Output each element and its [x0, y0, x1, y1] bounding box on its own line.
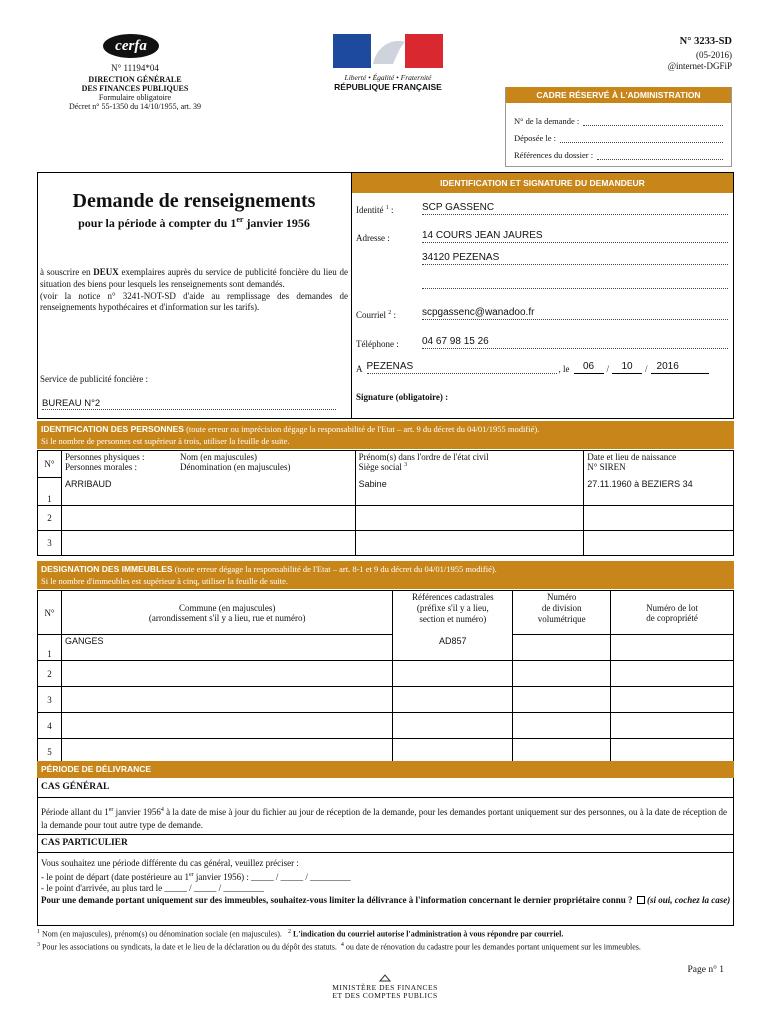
personnes-col-date1: Date et lieu de naissance: [587, 452, 677, 462]
cas-particulier-rule-top: [37, 834, 734, 835]
immeubles-row-div[interactable]: [513, 635, 611, 661]
courriel-label-text: Courriel: [356, 310, 386, 320]
immeubles-title-line: [41, 563, 730, 575]
intro-text: [40, 267, 348, 314]
main-top-divider: [351, 172, 352, 419]
intro-notice: (voir la notice n° 3241-NOT-SD d'aide au remplissage des demandes de renseignements hypothécaires et d'information sur les tarifs).: [40, 290, 348, 313]
immeubles-row-commune[interactable]: [61, 661, 392, 687]
admin-field-references-label: Références du dossier :: [514, 150, 594, 160]
immeubles-row-lot[interactable]: [611, 713, 734, 739]
title-block: [38, 190, 350, 231]
courriel-row: [356, 307, 728, 320]
service-field[interactable]: [42, 398, 336, 410]
footnote1: Nom (en majuscules), prénom(s) ou dénomination sociale (en majuscules).: [40, 929, 282, 939]
table-row: [38, 478, 734, 506]
personnes-title-note: (toute erreur ou imprécision dégage la responsabilité de l'Etat – art. 9 du décret du 04/01/1955 modifié).: [183, 424, 540, 434]
intro-prefix: à souscrire en: [40, 267, 94, 277]
form-number: N° 3233-SD: [679, 36, 732, 47]
admin-field-depose: [514, 126, 723, 143]
personnes-col-pm: Personnes morales :: [64, 462, 137, 472]
cp-line2-b: janvier 1956) : _____ / _____ / _________: [193, 871, 351, 882]
identite-label-text: Identité: [356, 205, 384, 215]
immeubles-subtitle: Si le nombre d'immeubles est supérieur à cinq, utiliser la feuille de suite.: [41, 576, 289, 586]
form-id-block: [668, 36, 732, 71]
date-year: 2016: [656, 361, 679, 372]
cp-line1: Vous souhaitez une période différente du cas général, veuillez préciser :: [41, 858, 299, 868]
service-value: BUREAU N°2: [42, 398, 101, 409]
immeubles-col-div3: volumétrique: [537, 614, 586, 624]
footnote-row1: [37, 927, 734, 940]
cas-general-text-b: janvier 1956: [113, 807, 161, 817]
lieu-date-row: [356, 361, 728, 374]
ministere-line1: MINISTÈRE DES FINANCES: [332, 983, 438, 992]
immeubles-col-commune2: (arrondissement s'il y a lieu, rue et numéro): [148, 612, 306, 623]
telephone-field[interactable]: [422, 336, 728, 349]
footnote4: ou date de rénovation du cadastre pour les demandes portant uniquement sur les immeubles.: [343, 942, 641, 952]
cp-line2[interactable]: [41, 870, 731, 884]
cas-particulier-rule: [37, 852, 734, 853]
telephone-label: Téléphone :: [356, 339, 399, 349]
personnes-col-nom2: Dénomination (en majuscules): [179, 462, 291, 472]
immeubles-row-commune[interactable]: GANGES: [61, 635, 392, 661]
page-number: Page n° 1: [687, 965, 724, 975]
personnes-row-nom[interactable]: [61, 531, 355, 556]
immeubles-table-header: [38, 591, 734, 635]
immeubles-row-ref[interactable]: [393, 687, 513, 713]
intro-bold: DEUX: [93, 267, 119, 277]
personnes-col-no: N°: [38, 451, 62, 478]
personnes-row-prenom[interactable]: Sabine: [355, 478, 584, 506]
immeubles-row-ref[interactable]: AD857: [393, 635, 513, 661]
personnes-col-prenom2-sup: 3: [404, 462, 408, 468]
footnote2: L'indication du courriel autorise l'administration à vous répondre par courriel.: [290, 929, 564, 939]
admin-field-depose-label: Déposée le :: [514, 133, 557, 143]
signature-label-text: Signature (obligatoire) :: [356, 392, 449, 402]
identite-label: Identité $^1$ :: [356, 205, 394, 215]
cp-line4-italic: (si oui, cochez la case): [644, 894, 731, 905]
cp-line4-text: Pour une demande portant uniquement sur des immeubles, souhaitez-vous limiter la délivrance à l'information concernant le dernier propriétaire connu ?: [41, 894, 633, 905]
immeubles-row-commune[interactable]: [61, 687, 392, 713]
immeubles-title: DESIGNATION DES IMMEUBLES: [41, 564, 173, 574]
identite-value: SCP GASSENC: [422, 202, 495, 213]
header-left-block: [40, 63, 230, 111]
table-row: [38, 687, 734, 713]
cp-line3[interactable]: - le point d'arrivée, au plus tard le _____ / _____ / _________: [41, 883, 264, 893]
personnes-title-line: [41, 423, 730, 435]
table-row: [38, 635, 734, 661]
formulaire-obligatoire: Formulaire obligatoire: [98, 93, 172, 102]
personnes-col-prenom1: Prénom(s) dans l'ordre de l'état civil: [358, 452, 489, 462]
adresse-field-line2[interactable]: [422, 252, 728, 265]
page-subtitle-prefix: pour la période à compter du 1: [78, 216, 237, 230]
telephone-value: 04 67 98 15 26: [422, 336, 489, 347]
footnote1-sup: 1: [37, 929, 40, 935]
personnes-row-no: 1: [38, 478, 62, 506]
page-subtitle: [38, 215, 350, 231]
lieu-value: PEZENAS: [366, 361, 414, 372]
personnes-col-nom: [61, 451, 355, 478]
admin-field-references-input[interactable]: [597, 150, 723, 160]
immeubles-col-no: N°: [38, 591, 62, 635]
footnote3: Pour les associations ou syndicats, la date et le lieu de la déclaration ou du dépôt des statuts.: [40, 942, 337, 952]
immeubles-row-commune[interactable]: [61, 713, 392, 739]
personnes-row-date[interactable]: [584, 506, 734, 531]
identite-row: [356, 202, 728, 215]
adresse-field-line1[interactable]: [422, 230, 728, 243]
immeubles-row-no: 5: [38, 739, 62, 765]
personnes-table-header: [38, 451, 734, 478]
immeubles-title-note: (toute erreur dégage la responsabilité de l'Etat – art. 8-1 et 9 du décret du 04/01/1955 modifié).: [172, 564, 497, 574]
courriel-value: scpgassenc@wanadoo.fr: [422, 307, 535, 318]
personnes-col-prenom: [355, 451, 584, 478]
personnes-title: IDENTIFICATION DES PERSONNES: [41, 424, 184, 434]
telephone-row: [356, 336, 728, 349]
lieu-prefix: A: [356, 364, 363, 374]
form-source: @internet-DGFiP: [667, 61, 732, 71]
cas-general-text-c: à la date de mise à jour du fichier au jour de réception de la demande, pour les demandes portant uniquement sur des personnes, ou à la date de réception de la demande pour tout autre type de demande.: [41, 807, 727, 830]
table-row: [38, 506, 734, 531]
marianne-flag-icon: [333, 34, 443, 70]
personnes-row-no: 2: [38, 506, 62, 531]
adresse-line1: 14 COURS JEAN JAURES: [422, 230, 543, 241]
immeubles-col-div2: de division: [541, 603, 582, 613]
admin-field-demande-label: N° de la demande :: [514, 116, 580, 126]
date-day-field[interactable]: [574, 361, 604, 374]
cas-general-text: [41, 804, 731, 832]
cp-line2-a: - le point de départ (date postérieure au 1: [41, 871, 189, 882]
courriel-field[interactable]: [422, 307, 728, 320]
personnes-row-date[interactable]: 27.11.1960 à BEZIERS 34: [584, 478, 734, 506]
footnote4-sup: 4: [340, 941, 344, 948]
date-label: , le: [558, 364, 570, 374]
adresse-label: Adresse :: [356, 233, 390, 243]
admin-field-references: [514, 143, 723, 160]
cerfa-logo-text: cerfa: [115, 38, 147, 54]
marianne-logo: [333, 34, 443, 96]
personnes-col-pp: Personnes physiques :: [64, 452, 145, 462]
date-sep1: /: [606, 364, 610, 374]
periode-header: PÉRIODE DE DÉLIVRANCE: [37, 761, 734, 778]
immeubles-col-commune: [61, 591, 392, 635]
immeubles-col-ref2: (préfixe s'il y a lieu,: [416, 603, 489, 613]
table-row: [38, 661, 734, 687]
adresse-field-line3[interactable]: [422, 276, 728, 289]
admin-field-demande: [514, 109, 723, 126]
immeubles-col-lot2: de copropriété: [646, 612, 698, 623]
service-label: Service de publicité foncière :: [40, 374, 148, 384]
immeubles-row-no: 4: [38, 713, 62, 739]
date-day: 06: [582, 361, 595, 372]
page-subtitle-sup: er: [236, 215, 244, 224]
identite-sup: 1: [385, 205, 389, 211]
personnes-col-date: [584, 451, 734, 478]
immeubles-row-no: 1: [38, 635, 62, 661]
immeubles-col-ref1: Références cadastrales: [411, 592, 494, 602]
personnes-row-nom[interactable]: [61, 506, 355, 531]
form-date: (05-2016): [696, 50, 732, 60]
personnes-header: [37, 421, 734, 449]
identification-title: IDENTIFICATION ET SIGNATURE DU DEMANDEUR: [352, 173, 733, 193]
decret-ref: Décret n° 55-1350 du 14/10/1955, art. 39: [68, 102, 202, 111]
immeubles-row-lot[interactable]: [611, 687, 734, 713]
adresse-line2: 34120 PEZENAS: [422, 252, 500, 263]
table-row: [38, 713, 734, 739]
immeubles-row-lot[interactable]: [611, 661, 734, 687]
personnes-subtitle: Si le nombre de personnes est supérieur à trois, utiliser la feuille de suite.: [41, 436, 290, 446]
date-month: 10: [621, 361, 633, 372]
republique-francaise: RÉPUBLIQUE FRANÇAISE: [334, 82, 442, 92]
cp-line4: [41, 895, 731, 907]
personnes-col-prenom2-wrap: [359, 462, 581, 472]
footnote3-sup: 3: [37, 941, 40, 948]
personnes-col-date2: N° SIREN: [587, 462, 626, 472]
immeubles-col-div: [513, 591, 611, 635]
date-sep2: /: [645, 364, 648, 374]
cas-general-title: CAS GÉNÉRAL: [41, 782, 110, 792]
ministere-emblem-icon: [379, 974, 391, 982]
cas-general-sup1: er: [108, 807, 114, 813]
personnes-row-prenom[interactable]: [355, 531, 584, 556]
personnes-col-nom-line1: [65, 452, 352, 462]
immeubles-row-div[interactable]: [513, 713, 611, 739]
immeubles-col-div1: Numéro: [546, 592, 577, 602]
cerfa-number: N° 11194*04: [111, 63, 159, 73]
admin-field-demande-input[interactable]: [583, 116, 723, 126]
footnote-row2: [37, 940, 734, 953]
intro-rest: exemplaires auprès du service de publicité foncière du lieu de situation des biens pour lesquels les renseignements sont demandés.: [40, 267, 348, 289]
personnes-row-nom[interactable]: ARRIBAUD: [61, 478, 355, 506]
date-month-field[interactable]: [612, 361, 642, 374]
direction-line2: DES FINANCES PUBLIQUES: [81, 84, 189, 93]
signature-label: [356, 392, 448, 402]
immeubles-header: [37, 561, 734, 589]
personnes-col-prenom2: Siège social: [358, 462, 402, 472]
marianne-motto: Liberté • Égalité • Fraternité: [344, 73, 432, 82]
personnes-col-nom1: Nom (en majuscules): [179, 452, 257, 462]
table-row: [38, 531, 734, 556]
immeubles-row-ref[interactable]: [393, 661, 513, 687]
immeubles-col-commune1: Commune (en majuscules): [178, 602, 276, 613]
admin-box: [505, 87, 732, 167]
personnes-row-prenom[interactable]: [355, 506, 584, 531]
page-title: Demande de renseignements: [72, 190, 316, 212]
immeubles-row-lot[interactable]: [611, 635, 734, 661]
cas-particulier-text: [41, 858, 731, 906]
cas-particulier-title: CAS PARTICULIER: [41, 838, 128, 848]
direction-line1: DIRECTION GÉNÉRALE: [88, 75, 182, 84]
cas-general-rule: [37, 797, 734, 798]
cas-general-sup2: 4: [160, 807, 164, 813]
immeubles-row-div[interactable]: [513, 687, 611, 713]
immeubles-row-ref[interactable]: [393, 713, 513, 739]
personnes-col-nom-line2: [65, 462, 352, 472]
personnes-row-date[interactable]: [584, 531, 734, 556]
courriel-label: Courriel $^2$ :: [356, 310, 397, 320]
immeubles-col-ref: [393, 591, 513, 635]
cerfa-logo: [103, 34, 159, 58]
immeubles-table: [37, 590, 734, 765]
immeubles-col-lot: [611, 591, 734, 635]
checkbox-dernier-proprietaire[interactable]: [637, 896, 645, 904]
immeubles-row-no: 2: [38, 661, 62, 687]
cp-line2-sup: er: [188, 871, 194, 878]
date-year-field[interactable]: [651, 361, 709, 374]
courriel-sup: 2: [388, 310, 392, 316]
immeubles-row-div[interactable]: [513, 661, 611, 687]
ministere-logo: [320, 974, 450, 1000]
identite-field[interactable]: [422, 202, 728, 215]
footnote2-sup: 2: [287, 929, 291, 935]
page-subtitle-suffix: janvier 1956: [243, 216, 310, 230]
admin-box-title: CADRE RÉSERVÉ À L'ADMINISTRATION: [506, 87, 731, 103]
personnes-table: [37, 450, 734, 556]
ministere-line2: ET DES COMPTES PUBLICS: [332, 991, 438, 1000]
immeubles-col-ref3: section et numéro): [419, 614, 487, 624]
cas-general-text-a: Période allant du 1: [41, 807, 109, 817]
personnes-row-no: 3: [38, 531, 62, 556]
footnotes: [37, 927, 734, 952]
admin-field-depose-input[interactable]: [560, 133, 723, 143]
lieu-field[interactable]: [367, 361, 557, 374]
immeubles-row-no: 3: [38, 687, 62, 713]
adresse-row: [356, 230, 728, 243]
immeubles-col-lot1: Numéro de lot: [646, 602, 699, 613]
